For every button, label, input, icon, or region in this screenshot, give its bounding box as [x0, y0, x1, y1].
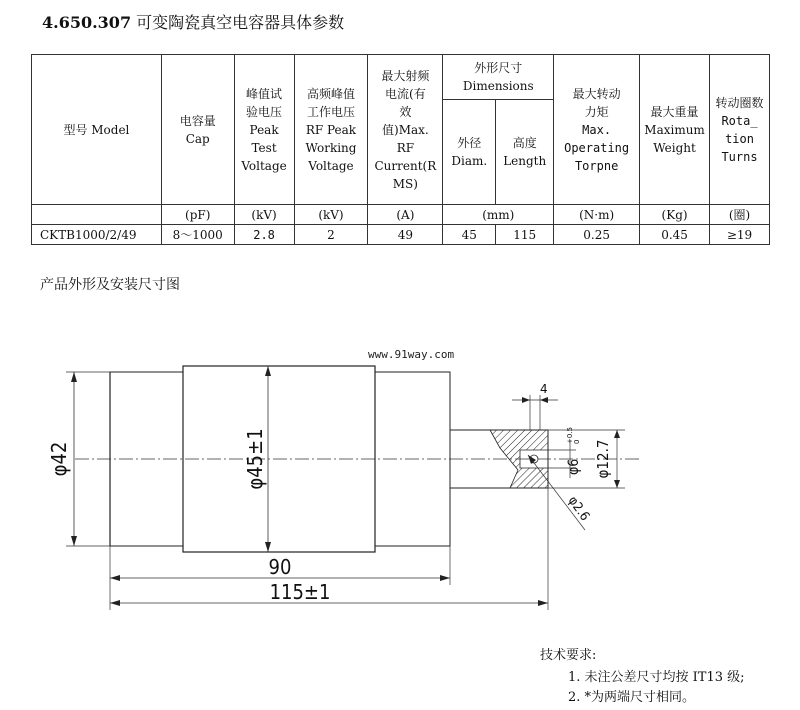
label-d6-tol2: 0: [573, 439, 581, 444]
row-model: CKTB1000/2/49: [32, 225, 162, 245]
diam-header: 外径 Diam.: [443, 100, 496, 205]
torque-header: 最大转动 力矩 Max. Operating Torpne: [554, 55, 640, 205]
unit-weight: (Kg): [640, 205, 710, 225]
weight-header: 最大重量 Maximum Weight: [640, 55, 710, 205]
label-d45: φ45±1: [243, 428, 267, 490]
requirements-title: 技术要求:: [540, 648, 597, 663]
row-diam: 45: [443, 225, 496, 245]
row-length: 115: [496, 225, 554, 245]
label-115: 115±1: [269, 580, 331, 604]
unit-current: (A): [368, 205, 443, 225]
unit-peak: (kV): [234, 205, 294, 225]
rf-header: 高频峰值 工作电压 RF Peak Working Voltage: [294, 55, 368, 205]
row-rf: 2: [294, 225, 368, 245]
row-peak: 2.8: [234, 225, 294, 245]
cap-header: 电容量 Cap: [161, 55, 234, 205]
section-title: 产品外形及安装尺寸图: [40, 277, 180, 293]
row-turns: ≥19: [710, 225, 770, 245]
unit-torque: (N·m): [554, 205, 640, 225]
title-text: 可变陶瓷真空电容器具体参数: [136, 13, 345, 32]
label-4: 4: [540, 382, 548, 396]
title-number: 4.650.307: [42, 13, 132, 32]
model-header: 型号 Model: [32, 55, 162, 205]
unit-turns: (圈): [710, 205, 770, 225]
current-header: 最大射频 电流(有 效 值)Max. RF Current(R MS): [368, 55, 443, 205]
row-cap: 8～1000: [161, 225, 234, 245]
watermark: www.91way.com: [368, 348, 455, 361]
label-d42: φ42: [47, 441, 71, 477]
unit-rf: (kV): [294, 205, 368, 225]
dim-header: 外形尺寸 Dimensions: [443, 55, 554, 100]
requirement-item: 1. 未注公差尺寸均按 IT13 级;: [568, 670, 745, 685]
label-90: 90: [268, 555, 292, 579]
row-weight: 0.45: [640, 225, 710, 245]
label-d6: φ6: [566, 458, 582, 475]
row-current: 49: [368, 225, 443, 245]
requirement-item: 2. *为两端尺寸相同。: [568, 690, 696, 705]
unit-cap: (pF): [161, 205, 234, 225]
peak-header: 峰值试 验电压 Peak Test Voltage: [234, 55, 294, 205]
label-d26: φ2.6: [564, 493, 593, 524]
row-torque: 0.25: [554, 225, 640, 245]
label-d6-tol: +0.5: [566, 427, 574, 444]
turns-header: 转动圈数 Rota_ tion Turns: [710, 55, 770, 205]
label-d127: φ12.7: [594, 439, 612, 479]
length-header: 高度 Length: [496, 100, 554, 205]
unit-dim: (mm): [443, 205, 554, 225]
